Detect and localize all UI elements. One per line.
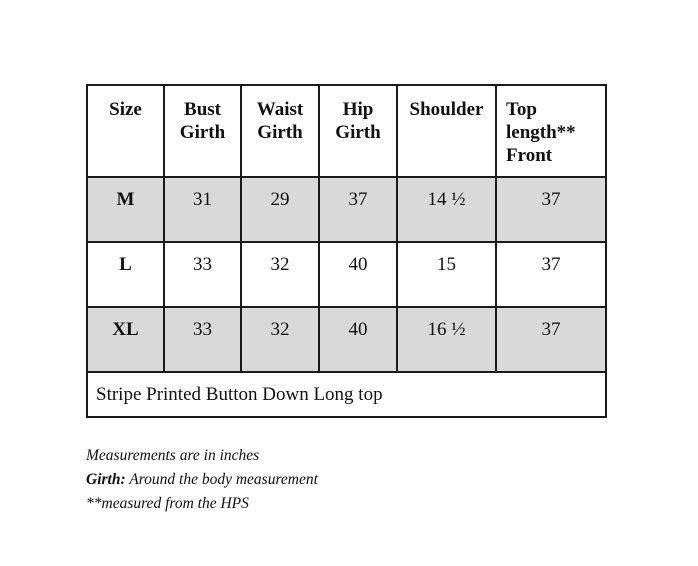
size-cell: XL [87, 307, 164, 372]
top-length-cell: 37 [496, 177, 606, 242]
table-row [87, 307, 606, 372]
header-waist-girth: Waist Girth [241, 85, 319, 177]
hip-cell: 40 [319, 307, 397, 372]
bust-cell: 31 [164, 177, 241, 242]
shoulder-cell: 14 ½ [397, 177, 496, 242]
product-name: Stripe Printed Button Down Long top [87, 372, 606, 417]
top-length-cell: 37 [496, 307, 606, 372]
size-cell: L [87, 242, 164, 307]
header-top-length-front: Top length** Front [496, 85, 606, 177]
units-note: Measurements are in inches [86, 447, 260, 464]
header-size: Size [87, 85, 164, 177]
footer-row [87, 372, 606, 417]
bust-cell: 33 [164, 307, 241, 372]
bust-cell: 33 [164, 242, 241, 307]
size-cell: M [87, 177, 164, 242]
header-shoulder: Shoulder [397, 85, 496, 177]
girth-note [86, 468, 318, 492]
size-chart-table [86, 84, 607, 418]
top-length-cell: 37 [496, 242, 606, 307]
waist-cell: 29 [241, 177, 319, 242]
shoulder-cell: 16 ½ [397, 307, 496, 372]
header-bust-girth: Bust Girth [164, 85, 241, 177]
hip-cell: 40 [319, 242, 397, 307]
girth-text: Around the body measurement [125, 471, 318, 488]
table-row [87, 242, 606, 307]
shoulder-cell: 15 [397, 242, 496, 307]
girth-label: Girth: [86, 471, 126, 488]
waist-cell: 32 [241, 307, 319, 372]
waist-cell: 32 [241, 242, 319, 307]
table-row [87, 177, 606, 242]
hps-note: **measured from the HPS [86, 495, 249, 512]
header-hip-girth: Hip Girth [319, 85, 397, 177]
header-row [87, 85, 606, 177]
measurement-notes [86, 444, 318, 516]
hip-cell: 37 [319, 177, 397, 242]
